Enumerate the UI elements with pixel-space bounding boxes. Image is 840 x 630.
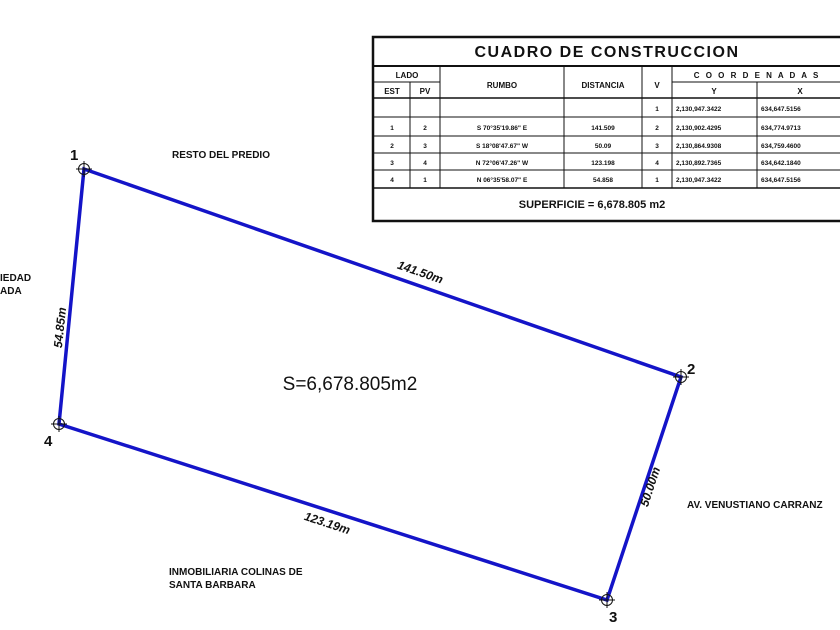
table-cell-y: 2,130,902.4295 — [676, 125, 722, 132]
header-v: V — [654, 81, 660, 90]
first-row-x: 634,647.5156 — [761, 106, 801, 113]
table-cell-pv: 2 — [423, 125, 427, 132]
side-length-4-1: 54.85m — [50, 306, 70, 349]
header-lado: LADO — [395, 71, 419, 80]
table-cell-x: 634,759.4600 — [761, 143, 801, 150]
area-label: S=6,678.805m2 — [282, 374, 418, 395]
table-cell-y: 2,130,947.3422 — [676, 177, 722, 184]
neighbor-south-line-2: SANTA BARBARA — [169, 580, 256, 591]
table-cell-est: 1 — [390, 125, 394, 132]
header-pv: PV — [419, 87, 431, 96]
table-cell-v: 3 — [655, 143, 659, 150]
table-cell-x: 634,642.1840 — [761, 160, 801, 167]
vertex-label-3: 3 — [609, 609, 618, 626]
first-row-y: 2,130,947.3422 — [676, 106, 722, 113]
table-cell-v: 4 — [655, 160, 659, 167]
header-x: X — [797, 87, 803, 96]
header-rumbo: RUMBO — [486, 81, 518, 90]
table-cell-x: 634,647.5156 — [761, 177, 801, 184]
table-cell-y: 2,130,892.7365 — [676, 160, 722, 167]
table-cell-pv: 1 — [423, 177, 427, 184]
table-title: CUADRO DE CONSTRUCCION — [474, 44, 740, 61]
table-cell-distancia: 141.509 — [591, 125, 615, 132]
vertex-marker-3 — [599, 592, 615, 608]
construction-table — [373, 37, 840, 221]
neighbor-west-line-1: IEDAD — [0, 273, 32, 284]
table-cell-est: 3 — [390, 160, 394, 167]
vertex-label-4: 4 — [44, 433, 53, 450]
table-cell-distancia: 123.198 — [591, 160, 615, 167]
header-est: EST — [384, 87, 400, 96]
neighbor-west-line-2: ADA — [0, 286, 22, 297]
table-cell-pv: 4 — [423, 160, 427, 167]
header-coordenadas: C O O R D E N A D A S — [693, 71, 821, 80]
neighbor-east: AV. VENUSTIANO CARRANZ — [687, 500, 823, 511]
table-cell-v: 2 — [655, 125, 659, 132]
vertex-label-2: 2 — [687, 361, 696, 378]
header-y: Y — [711, 87, 717, 96]
table-cell-rumbo: N 06°35'58.07" E — [476, 177, 528, 184]
vertex-marker-1 — [76, 161, 92, 177]
superficie-label: SUPERFICIE = 6,678.805 m2 — [518, 199, 666, 211]
table-cell-rumbo: S 70°35'19.86" E — [476, 125, 528, 132]
side-length-3-4: 123.19m — [302, 509, 352, 538]
table-cell-distancia: 54.858 — [593, 177, 613, 184]
table-cell-x: 634,774.9713 — [761, 125, 801, 132]
table-cell-rumbo: N 72°06'47.26" W — [475, 160, 529, 167]
first-row-v: 1 — [655, 106, 659, 113]
side-length-1-2: 141.50m — [395, 257, 445, 287]
table-cell-v: 1 — [655, 177, 659, 184]
neighbor-south-line-1: INMOBILIARIA COLINAS DE — [169, 567, 303, 578]
table-cell-est: 4 — [390, 177, 394, 184]
table-cell-distancia: 50.09 — [594, 143, 612, 150]
table-cell-pv: 3 — [423, 143, 427, 150]
table-cell-rumbo: S 18°08'47.67" W — [475, 143, 529, 150]
side-length-2-3: 50.00m — [637, 465, 664, 509]
vertex-label-1: 1 — [70, 147, 79, 164]
table-cell-est: 2 — [390, 143, 394, 150]
header-distancia: DISTANCIA — [581, 81, 625, 90]
table-cell-y: 2,130,864.9308 — [676, 143, 722, 150]
neighbor-north: RESTO DEL PREDIO — [172, 150, 270, 161]
vertex-marker-4 — [51, 416, 67, 432]
